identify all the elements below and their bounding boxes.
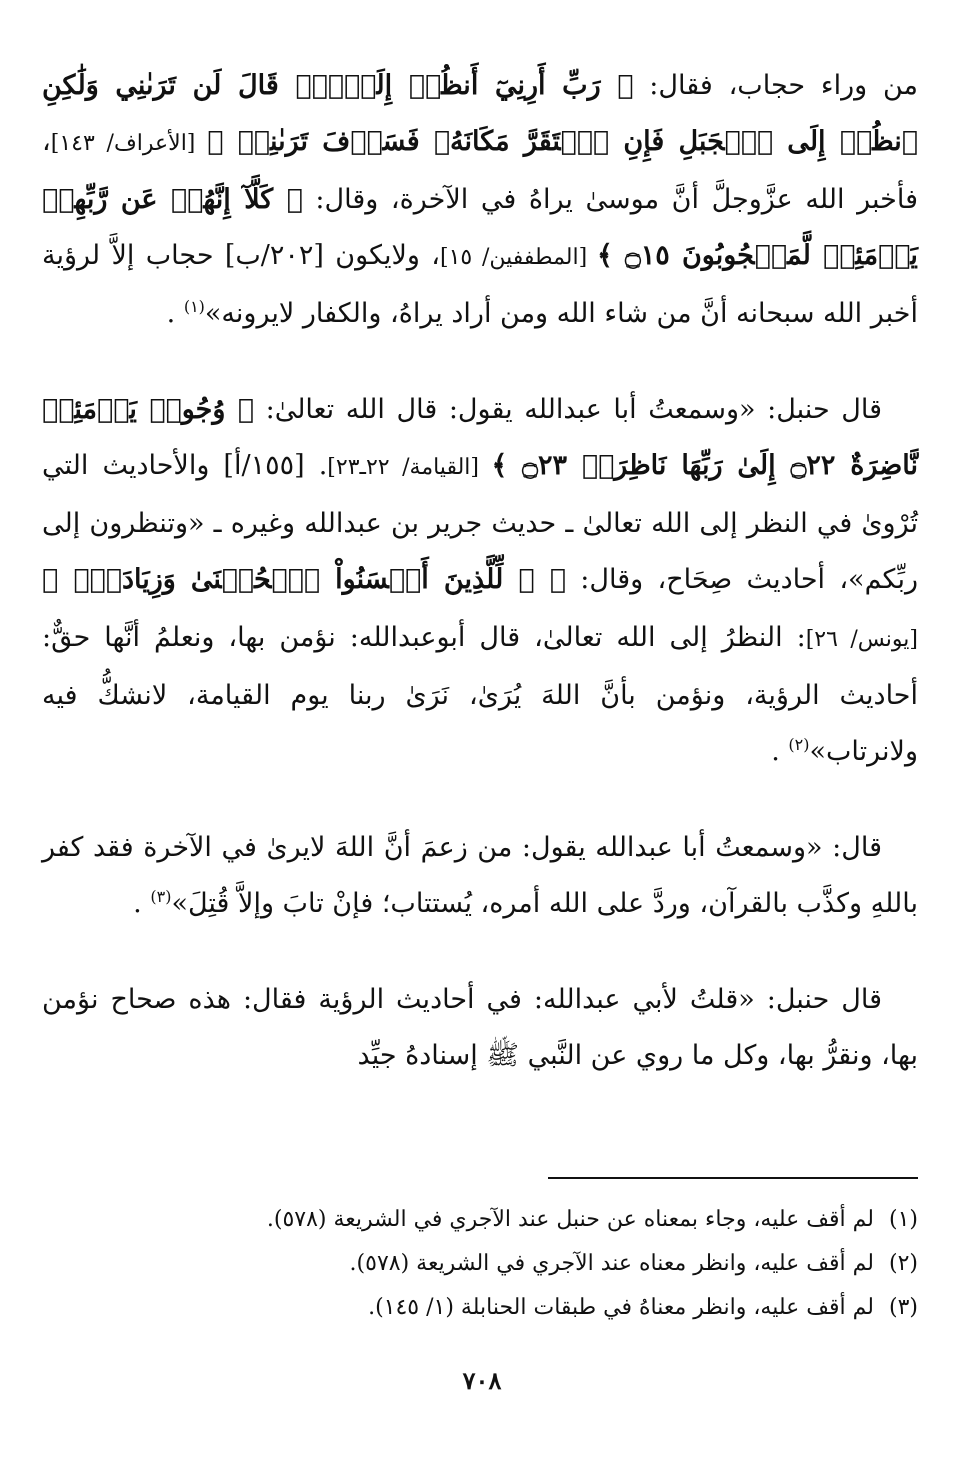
verse-reference: [القيامة/ ٢٢ـ٢٣] [327,455,492,480]
body-text: . [771,736,789,767]
paragraph [42,820,918,932]
footnote-text: لم أقف عليه، وجاء بمعناه عن حنبل عند الآجري في الشريعة (٥٧٨). [266,1207,874,1232]
body-text: : النظرُ إلى الله تعالىٰ، قال أبوعبدالله: نؤمن بها، ونعلمُ أنَّها حقٌّ: أحاديث الرؤية، ونؤمن بأنَّ اللهَ يُرَىٰ، نَرَىٰ ربنا يوم القيامة، لانشكُّ فيه ولانرتاب» [42,622,918,767]
page-number: ٧٠٨ [462,1366,502,1395]
body-text: ، فأخبر الله عزَّوجلَّ أنَّ موسىٰ يراهُ في الآخرة، وقال: [42,126,919,215]
body-text: من وراء حجاب، فقال: [633,70,918,101]
main-text [42,58,918,1124]
footnote-number: (٣) [888,1295,918,1320]
body-text: ، ولايكون [٢٠٢/ب] حجاب إلاَّ لرؤية أخبر الله سبحانه أنَّ من شاء الله ومن أراد يراهُ، والكفار لايرونه» [42,240,918,329]
footnote-marker: (١) [183,297,205,316]
quran-verse: ﴿ كَلَّآ إِنَّهُمۡ عَن رَّبِّهِمۡ يَوۡمَئِذٖ لَّمَحۡجُوبُونَ ۝١٥ ﴾ [42,184,918,271]
body-text: قال حنبل: «قلتُ لأبي عبدالله: في أحاديث الرؤية فقال: هذه صحاح نؤمن بها، ونقرُّ بها، وكل ما روي عن النَّبي ﷺ إسنادهُ جيِّد [42,984,918,1071]
quran-verse: ﴿ رَبِّ أَرِنِيٓ أَنظُرۡ إِلَيۡكَۚ قَالَ لَن تَرَىٰنِي وَلَٰكِنِ ٱنظُرۡ إِلَى ٱلۡجَبَلِ فَإِنِ ٱسۡتَقَرَّ مَكَانَهُۥ فَسَوۡفَ تَرَىٰنِيۚ ﴾ [42,70,919,157]
verse-reference: [يونس/ ٢٦] [805,627,918,652]
footnotes [42,1198,918,1330]
body-text: قال: «وسمعتُ أبا عبدالله يقول: من زعمَ أنَّ اللهَ لايرىٰ في الآخرة فقد كفر باللهِ وكذَّب بالقرآن، وردَّ على الله أمره، يُستتاب؛ فإنْ تابَ وإلاَّ قُتِلَ» [42,832,918,919]
footnote-marker: (٢) [788,735,810,754]
footnote-number: (١) [888,1207,918,1232]
paragraph [42,972,918,1084]
body-text: . [166,298,184,329]
footnote-marker: (٣) [150,887,172,906]
paragraph [42,58,918,342]
body-text: . [133,888,151,919]
footnote-number: (٢) [888,1251,918,1276]
footnote-divider [548,1177,918,1179]
verse-reference: [الأعراف/ ١٤٣] [50,131,208,156]
footnote-text: لم أقف عليه، وانظر معناه عند الآجري في الشريعة (٥٧٨). [349,1251,874,1276]
quran-verse: ﴿ ۞ لِّلَّذِينَ أَحۡسَنُواْ ٱلۡحُسۡنَىٰ وَزِيَادَةٞۖ ﴾ [42,564,566,595]
footnote-text: لم أقف عليه، وانظر معناهُ في طبقات الحنابلة (١/ ١٤٥). [368,1295,874,1320]
paragraph [42,382,918,780]
footnote-item [42,1242,918,1286]
quran-verse: ﴿ وُجُوهٞ يَوۡمَئِذٖ نَّاضِرَةٌ ۝٢٢ إِلَىٰ رَبِّهَا نَاظِرَةٞ ۝٢٣ ﴾ [42,394,918,481]
body-text: قال حنبل: «وسمعتُ أبا عبدالله يقول: قال الله تعالىٰ: [254,394,882,425]
footnote-item [42,1286,918,1330]
footnote-item [42,1198,918,1242]
verse-reference: [المطففين/ ١٥] [440,245,597,270]
body-text: . [١٥٥/أ] والأحاديث التي تُرْوىٰ في النظر إلى الله تعالىٰ ـ حديث جرير بن عبدالله وغيره ـ «وتنظرون إلى ربِّكم»، أحاديث صِحَاح، وقال: [42,450,919,595]
